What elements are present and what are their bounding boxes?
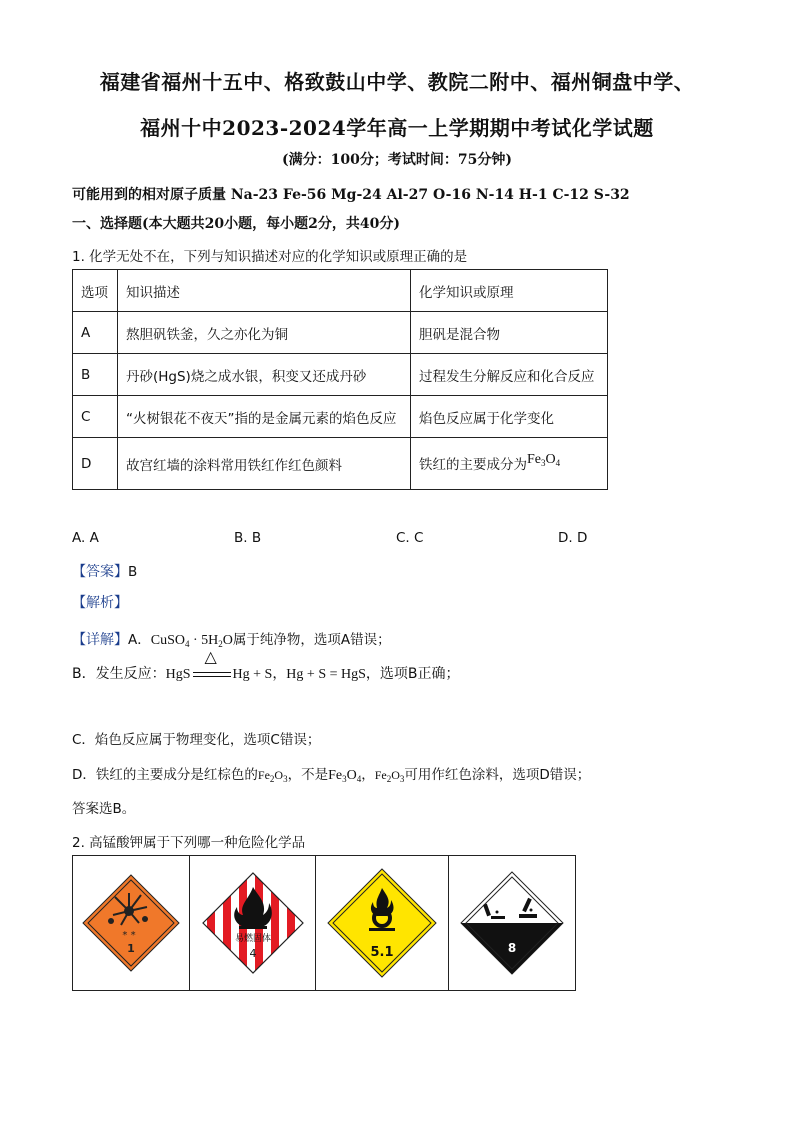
fe3o4-formula: $Fe_3O_4$ (527, 452, 561, 468)
analysis-tag: 【解析】 (72, 595, 128, 611)
detail-b (72, 647, 460, 683)
section-title: 一、选择题(本大题共20小题，每小题2分，共40分) (72, 216, 400, 232)
answer-line (72, 561, 137, 581)
row-option: D (73, 438, 118, 490)
conclusion: 答案选B。 (72, 801, 136, 817)
detail-tag: 【详解】 (72, 632, 128, 648)
detail-d-part1: D．铁红的主要成分是红棕色的 (72, 767, 258, 783)
combination-equation: ，Hg + S = HgS (272, 667, 366, 682)
answer-tag: 【答案】 (72, 564, 128, 580)
hazard-number: 4 (249, 947, 257, 960)
row-description: “火树银花不夜天”指的是金属元素的焰色反应 (118, 396, 411, 438)
detail-d-part4: 可用作红色涂料，选项D错误； (404, 767, 591, 783)
hazard-number: 5.1 (370, 945, 394, 960)
detail-d-part2: ，不是 (287, 767, 329, 783)
answer-value: B (128, 564, 138, 580)
detail-d-part3: ， (361, 767, 375, 783)
row-principle: 胆矾是混合物 (411, 312, 608, 354)
hazard-cell-flammable-solid (190, 856, 316, 990)
fe2o3-formula: $Fe_2O_3$ (257, 768, 288, 784)
detail-d (72, 763, 590, 784)
row-description: 熬胆矾铁釜，久之亦化为铜 (118, 312, 411, 354)
corrosive-icon (457, 868, 567, 978)
row-description: 丹砂(HgS)烧之成水银，积变又还成丹砂 (118, 354, 411, 396)
detail-b-prefix: B．发生反应： (72, 666, 166, 682)
header-option: 选项 (73, 270, 118, 312)
cuso4-formula: CuSO$_4$ · $5H_2O$ (150, 633, 233, 649)
table-row (73, 354, 608, 396)
table-row (73, 312, 608, 354)
explosive-icon (79, 871, 183, 975)
oxidizer-icon (325, 866, 439, 980)
option-c: C. C (396, 530, 424, 546)
header-description: 知识描述 (118, 270, 411, 312)
hazard-number: 1 (127, 942, 135, 955)
row-principle-cell (411, 438, 608, 490)
flammable-solid-icon (199, 869, 307, 977)
row-principle: 过程发生分解反应和化合反应 (411, 354, 608, 396)
decomposition-products: Hg + S (232, 667, 273, 682)
table-header-row (73, 270, 608, 312)
detail-c: C．焰色反应属于物理变化，选项C错误； (72, 732, 321, 748)
hazard-label-table (72, 855, 576, 991)
row-principle: 铁红的主要成分为 (419, 457, 527, 473)
hazard-number: 8 (507, 941, 517, 955)
hazard-cell-explosive (73, 856, 190, 990)
option-d: D. D (558, 530, 588, 546)
title-line-1: 福建省福州十五中、格致鼓山中学、教院二附中、福州铜盘中学、 (99, 70, 695, 94)
row-description: 故宫红墙的涂料常用铁红作红色颜料 (118, 438, 411, 490)
fe3o4-formula: $Fe_3O_4$ (328, 768, 362, 784)
question-2-stem: 2. 高锰酸钾属于下列哪一种危险化学品 (72, 835, 306, 851)
hazard-cell-corrosive (449, 856, 575, 990)
question-1-table (72, 269, 608, 490)
row-principle: 焰色反应属于化学变化 (411, 396, 608, 438)
table-row (73, 438, 608, 490)
hazard-cell-oxidizer (316, 856, 449, 990)
detail-a (72, 628, 391, 649)
atomic-masses: 可能用到的相对原子质量 Na-23 Fe-56 Mg-24 Al-27 O-16 N-14 H-1 C-12 S-32 (72, 187, 630, 203)
detail-a-suffix: 属于纯净物，选项A错误； (232, 632, 391, 648)
row-option: B (73, 354, 118, 396)
header-principle: 化学知识或原理 (411, 270, 608, 312)
table-row (73, 396, 608, 438)
svg-text:* *: * * (122, 930, 136, 941)
heating-condition-sign: △ (193, 667, 231, 681)
hgs-formula: HgS (165, 667, 191, 682)
question-1-stem: 1. 化学无处不在，下列与知识描述对应的化学知识或原理正确的是 (72, 249, 468, 265)
row-option: A (73, 312, 118, 354)
option-b: B. B (234, 530, 262, 546)
option-a: A. A (72, 530, 99, 546)
hazard-text: 易燃固体 (234, 934, 271, 944)
detail-a-prefix: A． (128, 632, 151, 648)
title-line-2: 福州十中2023-2024学年高一上学期期中考试化学试题 (140, 116, 654, 140)
fe2o3-formula: $Fe_2O_3$ (374, 768, 405, 784)
detail-b-suffix: ，选项B正确； (365, 666, 460, 682)
exam-info: (满分：100分；考试时间：75分钟) (282, 152, 512, 168)
row-option: C (73, 396, 118, 438)
